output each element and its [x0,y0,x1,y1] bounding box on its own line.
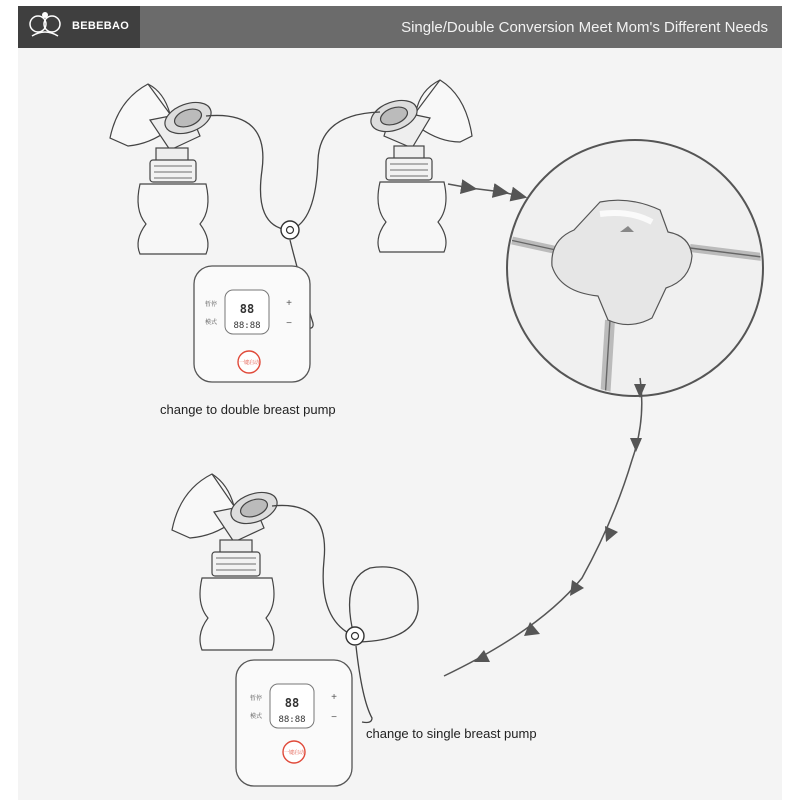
zoom-circle [507,140,770,400]
minus-button: − [331,712,337,723]
single-pump [172,474,281,650]
arrow-icon [448,184,520,196]
display-top: 88 [239,302,255,316]
page-title: Single/Double Conversion Meet Mom's Different Needs [401,19,768,36]
connector-icon [346,627,364,645]
plus-button: + [286,298,292,309]
connector-icon [281,221,299,239]
left-pump [110,84,215,254]
device-bottom [236,660,352,786]
start-button: 一键启动 [238,360,260,366]
curved-arrow [444,378,646,676]
display-top: 88 [284,696,300,710]
label-mode2: 模式 [204,320,218,326]
display-bottom: 88:88 [278,715,306,725]
right-pump [367,80,472,252]
plus-button: + [331,692,337,703]
brand-name: BEBEBAO [72,20,130,32]
label-mode2: 模式 [249,714,263,720]
minus-button: − [286,318,292,329]
display-bottom: 88:88 [233,321,261,331]
start-button: 一键启动 [283,750,305,756]
label-mode1: 暂停 [249,696,263,702]
device-top [194,266,310,382]
caption-double: change to double breast pump [160,402,336,417]
caption-single: change to single breast pump [366,726,537,741]
label-mode1: 暂停 [204,302,218,308]
